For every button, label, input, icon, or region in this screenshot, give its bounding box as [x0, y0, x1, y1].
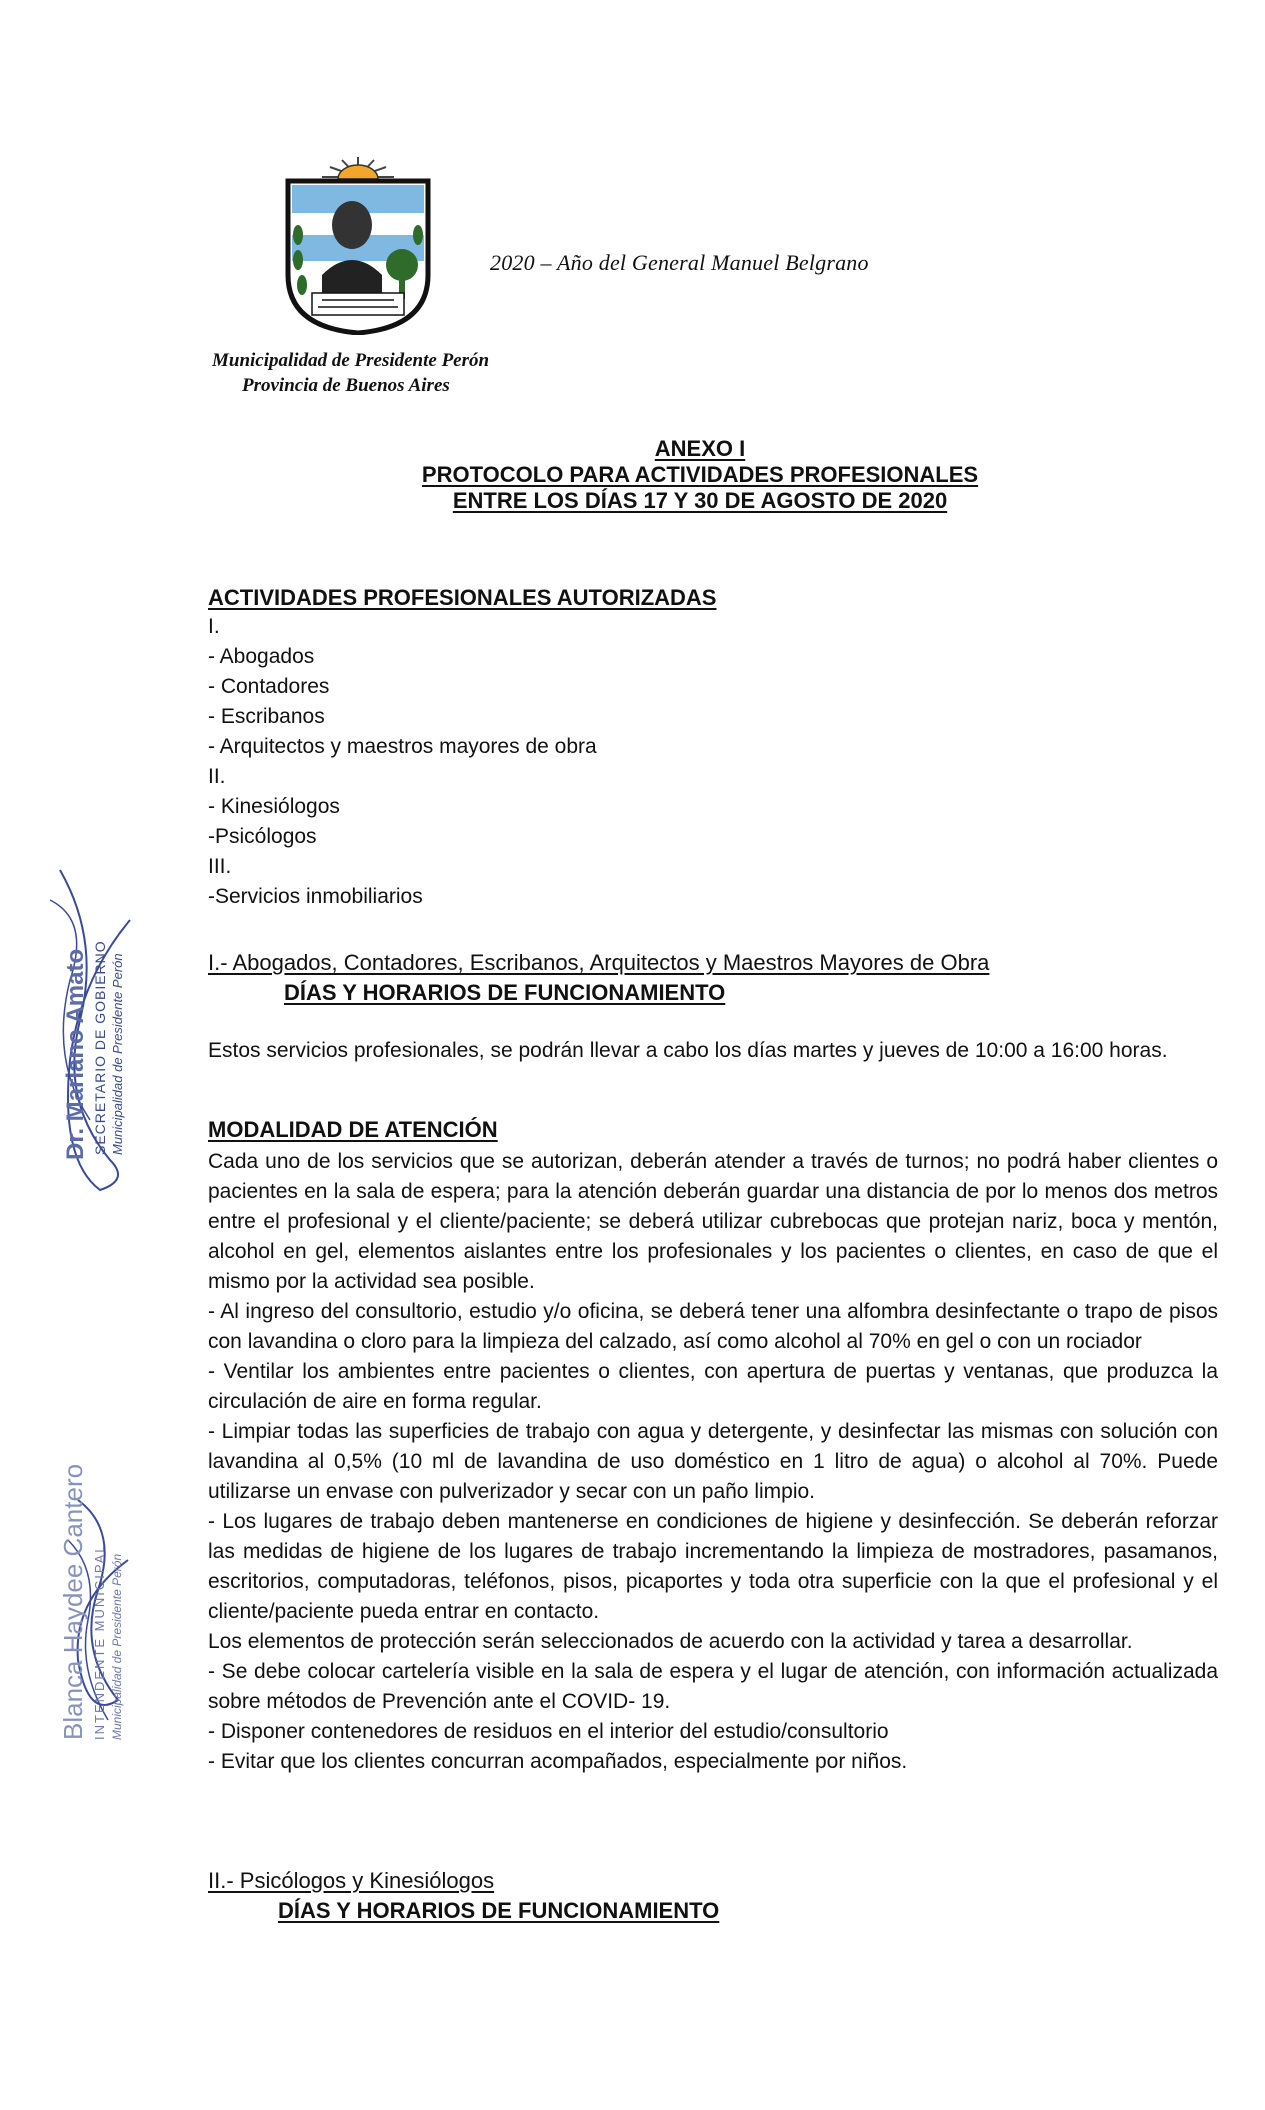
list-item: - Escribanos — [208, 705, 325, 728]
section-1-hours-title: DÍAS Y HORARIOS DE FUNCIONAMIENTO — [284, 980, 726, 1005]
modality-text — [208, 1147, 1218, 1777]
signature-2-municipality: Municipalidad de Presidente Perón — [110, 1553, 124, 1740]
municipality-name: Municipalidad de Presidente Perón — [212, 350, 490, 371]
list-item: III. — [208, 855, 232, 878]
section-1-hours-text: Estos servicios profesionales, se podrán llevar a cabo los días martes y jueves de 10:00 a 16:00 horas. — [208, 1039, 1168, 1062]
authorized-activities-list — [208, 612, 597, 912]
modality-paragraph: - Los lugares de trabajo deben mantenerse en condiciones de higiene y desinfección. Se deberán reforzar las medidas de higiene de los lugares de trabajo incrementando la limpieza de mostradores, pasamanos, escritorios, computadoras, teléfonos, pisos, picaportes y toda otra superficie con la que el profesional y el cliente/paciente pueda entrar en contacto. — [208, 1510, 1218, 1623]
list-item: II. — [208, 765, 226, 788]
list-item: -Psicólogos — [208, 825, 317, 848]
annex-number: ANEXO I — [654, 436, 746, 461]
municipality-heading — [212, 348, 489, 398]
signature-2-name: Blanca Haydee Cantero — [58, 1463, 88, 1740]
section-1-title: I.- Abogados, Contadores, Escribanos, Arquitectos y Maestros Mayores de Obra — [208, 950, 990, 975]
signature-1-name: Dr. Mariano Amato — [62, 948, 89, 1160]
province-name: Provincia de Buenos Aires — [242, 375, 450, 396]
modality-paragraph: - Se debe colocar cartelería visible en la sala de espera y el lugar de atención, con información actualizada sobre métodos de Prevención ante el COVID- 19. — [208, 1660, 1218, 1713]
section-2-hours-title: DÍAS Y HORARIOS DE FUNCIONAMIENTO — [278, 1898, 720, 1923]
modality-paragraph: - Ventilar los ambientes entre pacientes o clientes, con apertura de puertas y ventanas, que produzca la circulación de aire en forma regular. — [208, 1360, 1218, 1413]
municipal-coat-of-arms — [282, 155, 434, 335]
section-2-title: II.- Psicólogos y Kinesiólogos — [208, 1868, 495, 1893]
list-item: - Kinesiólogos — [208, 795, 340, 818]
signature-scribble-1 — [40, 860, 140, 1200]
list-item: - Contadores — [208, 675, 330, 698]
list-item: - Arquitectos y maestros mayores de obra — [208, 735, 597, 758]
list-item: - Abogados — [208, 645, 315, 668]
modality-paragraph: - Al ingreso del consultorio, estudio y/o oficina, se deberá tener una alfombra desinfectante o trapo de pisos con lavandina o cloro para la limpieza del calzado, así como alcohol al 70% en gel o con un rociador — [208, 1300, 1218, 1353]
modality-paragraph: - Evitar que los clientes concurran acompañados, especialmente por niños. — [208, 1750, 908, 1773]
modality-paragraph: - Disponer contenedores de residuos en el interior del estudio/consultorio — [208, 1720, 889, 1743]
authorized-activities-title: ACTIVIDADES PROFESIONALES AUTORIZADAS — [208, 585, 717, 610]
signature-2-role: INTENDENTE MUNICIPAL — [92, 1543, 107, 1740]
modality-paragraph: - Limpiar todas las superficies de trabajo con agua y detergente, y desinfectar las mismas con solución con lavandina al 0,5% (10 ml de lavandina de uso doméstico en 1 litro de agua) o alcohol al 70%. Puede utilizarse un envase con pulverizador y secar con un paño limpio. — [208, 1420, 1218, 1503]
year-motto: 2020 – Año del General Manuel Belgrano — [490, 250, 869, 275]
list-item: -Servicios inmobiliarios — [208, 885, 423, 908]
modality-title: MODALIDAD DE ATENCIÓN — [208, 1117, 498, 1142]
modality-paragraph: Los elementos de protección serán seleccionados de acuerdo con la actividad y tarea a desarrollar. — [208, 1630, 1133, 1653]
protocol-dates: ENTRE LOS DÍAS 17 Y 30 DE AGOSTO DE 2020 — [452, 488, 948, 513]
modality-paragraph: Cada uno de los servicios que se autorizan, deberán atender a través de turnos; no podrá haber clientes o pacientes en la sala de espera; para la atención deberán guardar una distancia de por lo menos dos metros entre el profesional y el cliente/paciente; se deberá utilizar cubrebocas que protejan nariz, boca y mentón, alcohol en gel, elementos aislantes entre los profesionales y los pacientes o clientes, en caso de que el mismo por la actividad sea posible. — [208, 1150, 1218, 1293]
annex-title — [380, 436, 1020, 514]
signature-1-municipality: Municipalidad de Presidente Perón — [110, 953, 125, 1155]
protocol-title: PROTOCOLO PARA ACTIVIDADES PROFESIONALES — [421, 462, 979, 487]
signature-1-role: SECRETARIO DE GOBIERNO — [92, 940, 108, 1155]
list-item: I. — [208, 615, 220, 638]
